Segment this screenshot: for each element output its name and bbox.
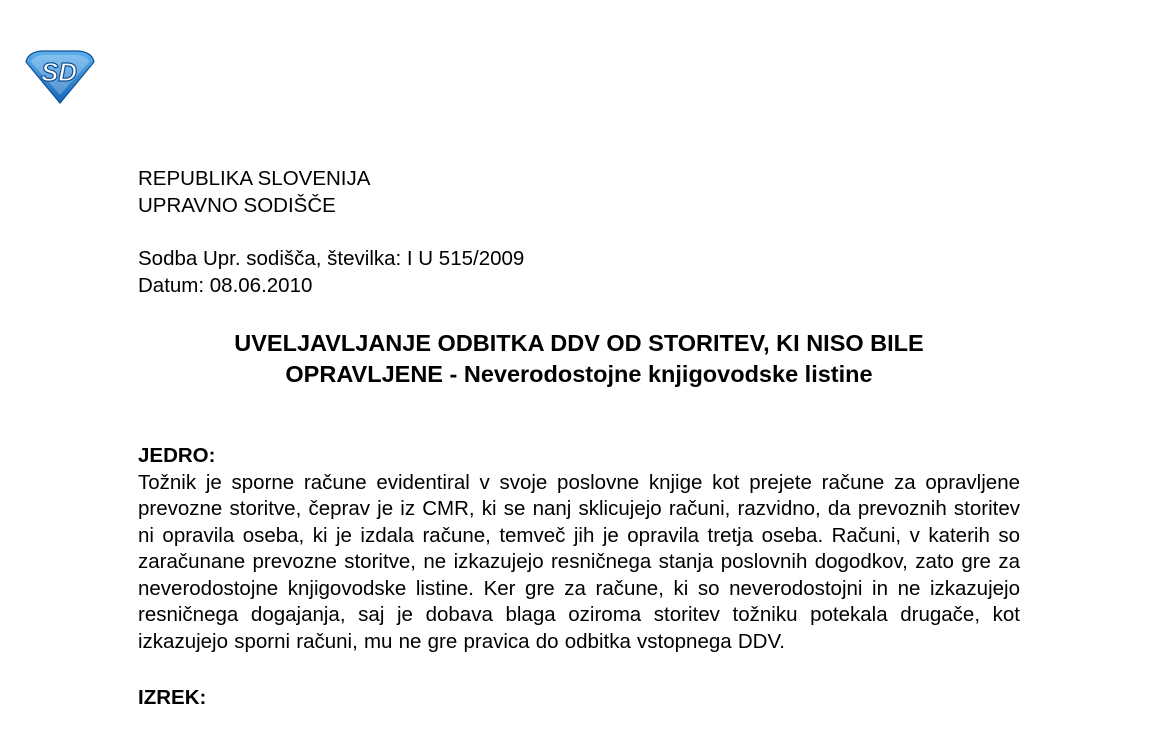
- jedro-heading: JEDRO:: [138, 444, 216, 467]
- izrek-heading: IZREK:: [138, 686, 207, 709]
- title-line-2: OPRAVLJENE - Neverodostojne knjigovodske listine: [285, 361, 873, 387]
- document-body: [138, 166, 1020, 712]
- judgment-date: Datum: 08.06.2010: [138, 273, 313, 297]
- case-number: Sodba Upr. sodišča, številka: I U 515/2009: [138, 247, 525, 270]
- court-logo: [22, 48, 96, 104]
- country-line: REPUBLIKA SLOVENIJA: [138, 167, 371, 190]
- title-line-1: UVELJAVLJANJE ODBITKA DDV OD STORITEV, KI NISO BILE: [234, 330, 924, 356]
- logo-letters: SD: [40, 57, 78, 87]
- jedro-paragraph: Tožnik je sporne račune evidentiral v svoje poslovne knjige kot prejete račune za opravljene prevozne storitve, čeprav je iz CMR, ki se nanj sklicujejo računi, razvidno, da prevoznih storitev ni opravila oseba, ki je izdala račune, temveč jih je opravila tretja oseba. Računi, v katerih so zaračunane prevozne storitve, ne izkazujejo resničnega stanja poslovnih dogodkov, zato gre za neverodostojne knjigovodske listine. Ker gre za račune, ki so neverodostojni in ne izkazujejo resničnega dogajanja, saj je dobava blaga oziroma storitev tožniku potekala drugače, kot izkazujejo sporni računi, mu ne gre pravica do odbitka vstopnega DDV.: [138, 470, 1020, 653]
- court-shield-logo-icon: [22, 48, 96, 104]
- court-name: UPRAVNO SODIŠČE: [138, 193, 336, 217]
- document-title: [138, 328, 1020, 390]
